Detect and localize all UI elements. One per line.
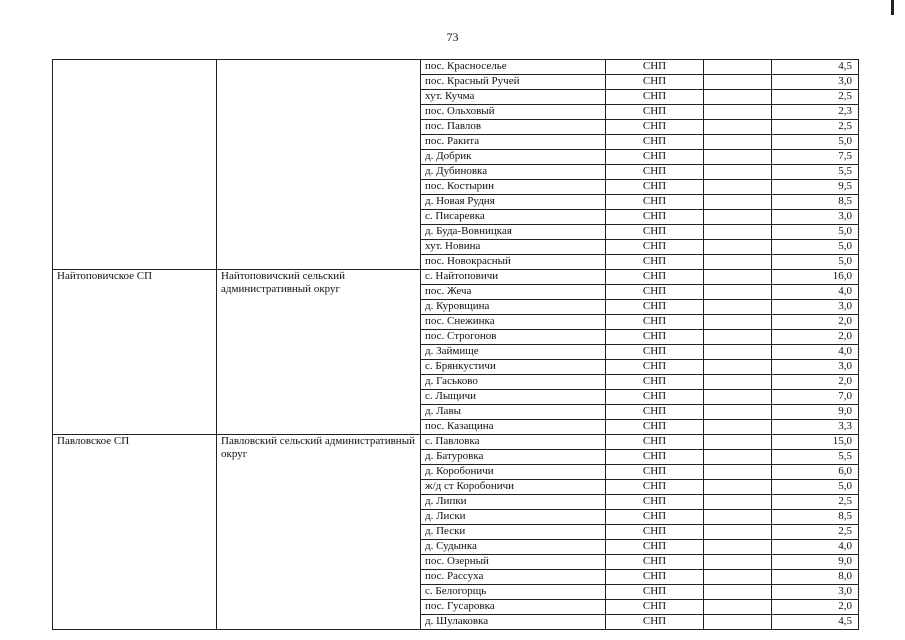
extra-cell	[704, 375, 772, 390]
extra-cell	[704, 360, 772, 375]
settlement-cell: пос. Строгонов	[421, 330, 606, 345]
value-cell: 3,0	[772, 210, 859, 225]
value-cell: 5,0	[772, 480, 859, 495]
extra-cell	[704, 240, 772, 255]
extra-cell	[704, 255, 772, 270]
administrative-okrug-cell: Павловский сельский административный округ	[217, 435, 421, 630]
settlement-cell: пос. Жеча	[421, 285, 606, 300]
value-cell: 6,0	[772, 465, 859, 480]
value-cell: 8,5	[772, 510, 859, 525]
value-cell: 5,0	[772, 135, 859, 150]
settlement-cell: пос. Новокрасный	[421, 255, 606, 270]
type-cell: СНП	[606, 585, 704, 600]
settlement-cell: с. Писаревка	[421, 210, 606, 225]
type-cell: СНП	[606, 195, 704, 210]
type-cell: СНП	[606, 435, 704, 450]
table-row	[53, 270, 859, 285]
type-cell: СНП	[606, 405, 704, 420]
value-cell: 7,0	[772, 390, 859, 405]
value-cell: 5,0	[772, 255, 859, 270]
extra-cell	[704, 525, 772, 540]
settlement-cell: хут. Кучма	[421, 90, 606, 105]
extra-cell	[704, 555, 772, 570]
settlement-cell: с. Брянкустичи	[421, 360, 606, 375]
type-cell: СНП	[606, 360, 704, 375]
type-cell: СНП	[606, 75, 704, 90]
settlement-cell: пос. Костырин	[421, 180, 606, 195]
settlement-cell: пос. Рассуха	[421, 570, 606, 585]
extra-cell	[704, 315, 772, 330]
type-cell: СНП	[606, 210, 704, 225]
settlement-cell: пос. Красный Ручей	[421, 75, 606, 90]
value-cell: 7,5	[772, 150, 859, 165]
extra-cell	[704, 300, 772, 315]
value-cell: 15,0	[772, 435, 859, 450]
value-cell: 3,3	[772, 420, 859, 435]
settlement-cell: пос. Павлов	[421, 120, 606, 135]
extra-cell	[704, 435, 772, 450]
settlement-cell: д. Пески	[421, 525, 606, 540]
type-cell: СНП	[606, 540, 704, 555]
extra-cell	[704, 105, 772, 120]
settlement-cell: д. Шулаковка	[421, 615, 606, 630]
extra-cell	[704, 615, 772, 630]
extra-cell	[704, 90, 772, 105]
value-cell: 2,5	[772, 120, 859, 135]
value-cell: 3,0	[772, 75, 859, 90]
type-cell: СНП	[606, 165, 704, 180]
extra-cell	[704, 120, 772, 135]
type-cell: СНП	[606, 465, 704, 480]
settlement-district-cell: Найтоповичское СП	[53, 270, 217, 435]
value-cell: 8,0	[772, 570, 859, 585]
type-cell: СНП	[606, 600, 704, 615]
value-cell: 2,5	[772, 525, 859, 540]
type-cell: СНП	[606, 225, 704, 240]
value-cell: 3,0	[772, 300, 859, 315]
value-cell: 5,0	[772, 240, 859, 255]
type-cell: СНП	[606, 105, 704, 120]
settlement-cell: д. Новая Рудня	[421, 195, 606, 210]
settlement-cell: д. Добрик	[421, 150, 606, 165]
settlement-cell: д. Дубиновка	[421, 165, 606, 180]
settlement-cell: д. Лавы	[421, 405, 606, 420]
settlement-cell: д. Коробоничи	[421, 465, 606, 480]
type-cell: СНП	[606, 495, 704, 510]
settlement-cell: д. Гаськово	[421, 375, 606, 390]
page-corner-mark	[891, 0, 894, 15]
table-row	[53, 60, 859, 75]
value-cell: 2,0	[772, 330, 859, 345]
type-cell: СНП	[606, 180, 704, 195]
administrative-okrug-cell: Найтоповичский сельский административный округ	[217, 270, 421, 435]
extra-cell	[704, 330, 772, 345]
type-cell: СНП	[606, 615, 704, 630]
value-cell: 5,5	[772, 165, 859, 180]
extra-cell	[704, 600, 772, 615]
settlement-cell: с. Лыщичи	[421, 390, 606, 405]
value-cell: 2,3	[772, 105, 859, 120]
value-cell: 5,0	[772, 225, 859, 240]
settlement-cell: с. Павловка	[421, 435, 606, 450]
extra-cell	[704, 495, 772, 510]
extra-cell	[704, 570, 772, 585]
value-cell: 3,0	[772, 360, 859, 375]
extra-cell	[704, 540, 772, 555]
settlement-cell: д. Буда-Вовницкая	[421, 225, 606, 240]
type-cell: СНП	[606, 255, 704, 270]
extra-cell	[704, 135, 772, 150]
extra-cell	[704, 450, 772, 465]
type-cell: СНП	[606, 525, 704, 540]
type-cell: СНП	[606, 315, 704, 330]
type-cell: СНП	[606, 420, 704, 435]
value-cell: 2,5	[772, 495, 859, 510]
type-cell: СНП	[606, 330, 704, 345]
extra-cell	[704, 270, 772, 285]
type-cell: СНП	[606, 300, 704, 315]
page-number: 73	[446, 30, 459, 44]
extra-cell	[704, 75, 772, 90]
type-cell: СНП	[606, 135, 704, 150]
settlement-cell: д. Займище	[421, 345, 606, 360]
value-cell: 2,0	[772, 600, 859, 615]
table-row	[53, 435, 859, 450]
type-cell: СНП	[606, 555, 704, 570]
settlement-cell: пос. Озерный	[421, 555, 606, 570]
administrative-okrug-cell	[217, 60, 421, 270]
type-cell: СНП	[606, 60, 704, 75]
settlements-table-body	[53, 60, 859, 630]
settlement-cell: пос. Ольховый	[421, 105, 606, 120]
settlement-cell: пос. Снежинка	[421, 315, 606, 330]
value-cell: 3,0	[772, 585, 859, 600]
settlements-table	[52, 59, 859, 630]
value-cell: 4,0	[772, 345, 859, 360]
extra-cell	[704, 195, 772, 210]
value-cell: 4,5	[772, 60, 859, 75]
value-cell: 4,0	[772, 285, 859, 300]
value-cell: 4,0	[772, 540, 859, 555]
type-cell: СНП	[606, 450, 704, 465]
value-cell: 5,5	[772, 450, 859, 465]
extra-cell	[704, 60, 772, 75]
type-cell: СНП	[606, 90, 704, 105]
value-cell: 2,5	[772, 90, 859, 105]
type-cell: СНП	[606, 570, 704, 585]
settlement-cell: пос. Ракита	[421, 135, 606, 150]
value-cell: 8,5	[772, 195, 859, 210]
extra-cell	[704, 585, 772, 600]
value-cell: 4,5	[772, 615, 859, 630]
extra-cell	[704, 405, 772, 420]
settlement-cell: хут. Новина	[421, 240, 606, 255]
value-cell: 2,0	[772, 315, 859, 330]
extra-cell	[704, 225, 772, 240]
settlement-cell: пос. Казащина	[421, 420, 606, 435]
type-cell: СНП	[606, 270, 704, 285]
extra-cell	[704, 480, 772, 495]
value-cell: 16,0	[772, 270, 859, 285]
extra-cell	[704, 180, 772, 195]
type-cell: СНП	[606, 150, 704, 165]
settlement-cell: д. Липки	[421, 495, 606, 510]
extra-cell	[704, 465, 772, 480]
settlement-cell: д. Судынка	[421, 540, 606, 555]
settlement-cell: ж/д ст Коробоничи	[421, 480, 606, 495]
extra-cell	[704, 390, 772, 405]
settlement-cell: с. Найтоповичи	[421, 270, 606, 285]
settlement-district-cell: Павловское СП	[53, 435, 217, 630]
extra-cell	[704, 165, 772, 180]
extra-cell	[704, 510, 772, 525]
extra-cell	[704, 345, 772, 360]
settlement-cell: пос. Красноселье	[421, 60, 606, 75]
settlement-cell: д. Батуровка	[421, 450, 606, 465]
extra-cell	[704, 285, 772, 300]
settlement-cell: пос. Гусаровка	[421, 600, 606, 615]
type-cell: СНП	[606, 240, 704, 255]
settlement-district-cell	[53, 60, 217, 270]
type-cell: СНП	[606, 285, 704, 300]
value-cell: 2,0	[772, 375, 859, 390]
settlement-cell: с. Белогорщь	[421, 585, 606, 600]
extra-cell	[704, 210, 772, 225]
settlement-cell: д. Лиски	[421, 510, 606, 525]
type-cell: СНП	[606, 345, 704, 360]
value-cell: 9,5	[772, 180, 859, 195]
extra-cell	[704, 420, 772, 435]
type-cell: СНП	[606, 510, 704, 525]
settlement-cell: д. Куровщина	[421, 300, 606, 315]
type-cell: СНП	[606, 480, 704, 495]
extra-cell	[704, 150, 772, 165]
value-cell: 9,0	[772, 555, 859, 570]
value-cell: 9,0	[772, 405, 859, 420]
type-cell: СНП	[606, 390, 704, 405]
type-cell: СНП	[606, 120, 704, 135]
type-cell: СНП	[606, 375, 704, 390]
